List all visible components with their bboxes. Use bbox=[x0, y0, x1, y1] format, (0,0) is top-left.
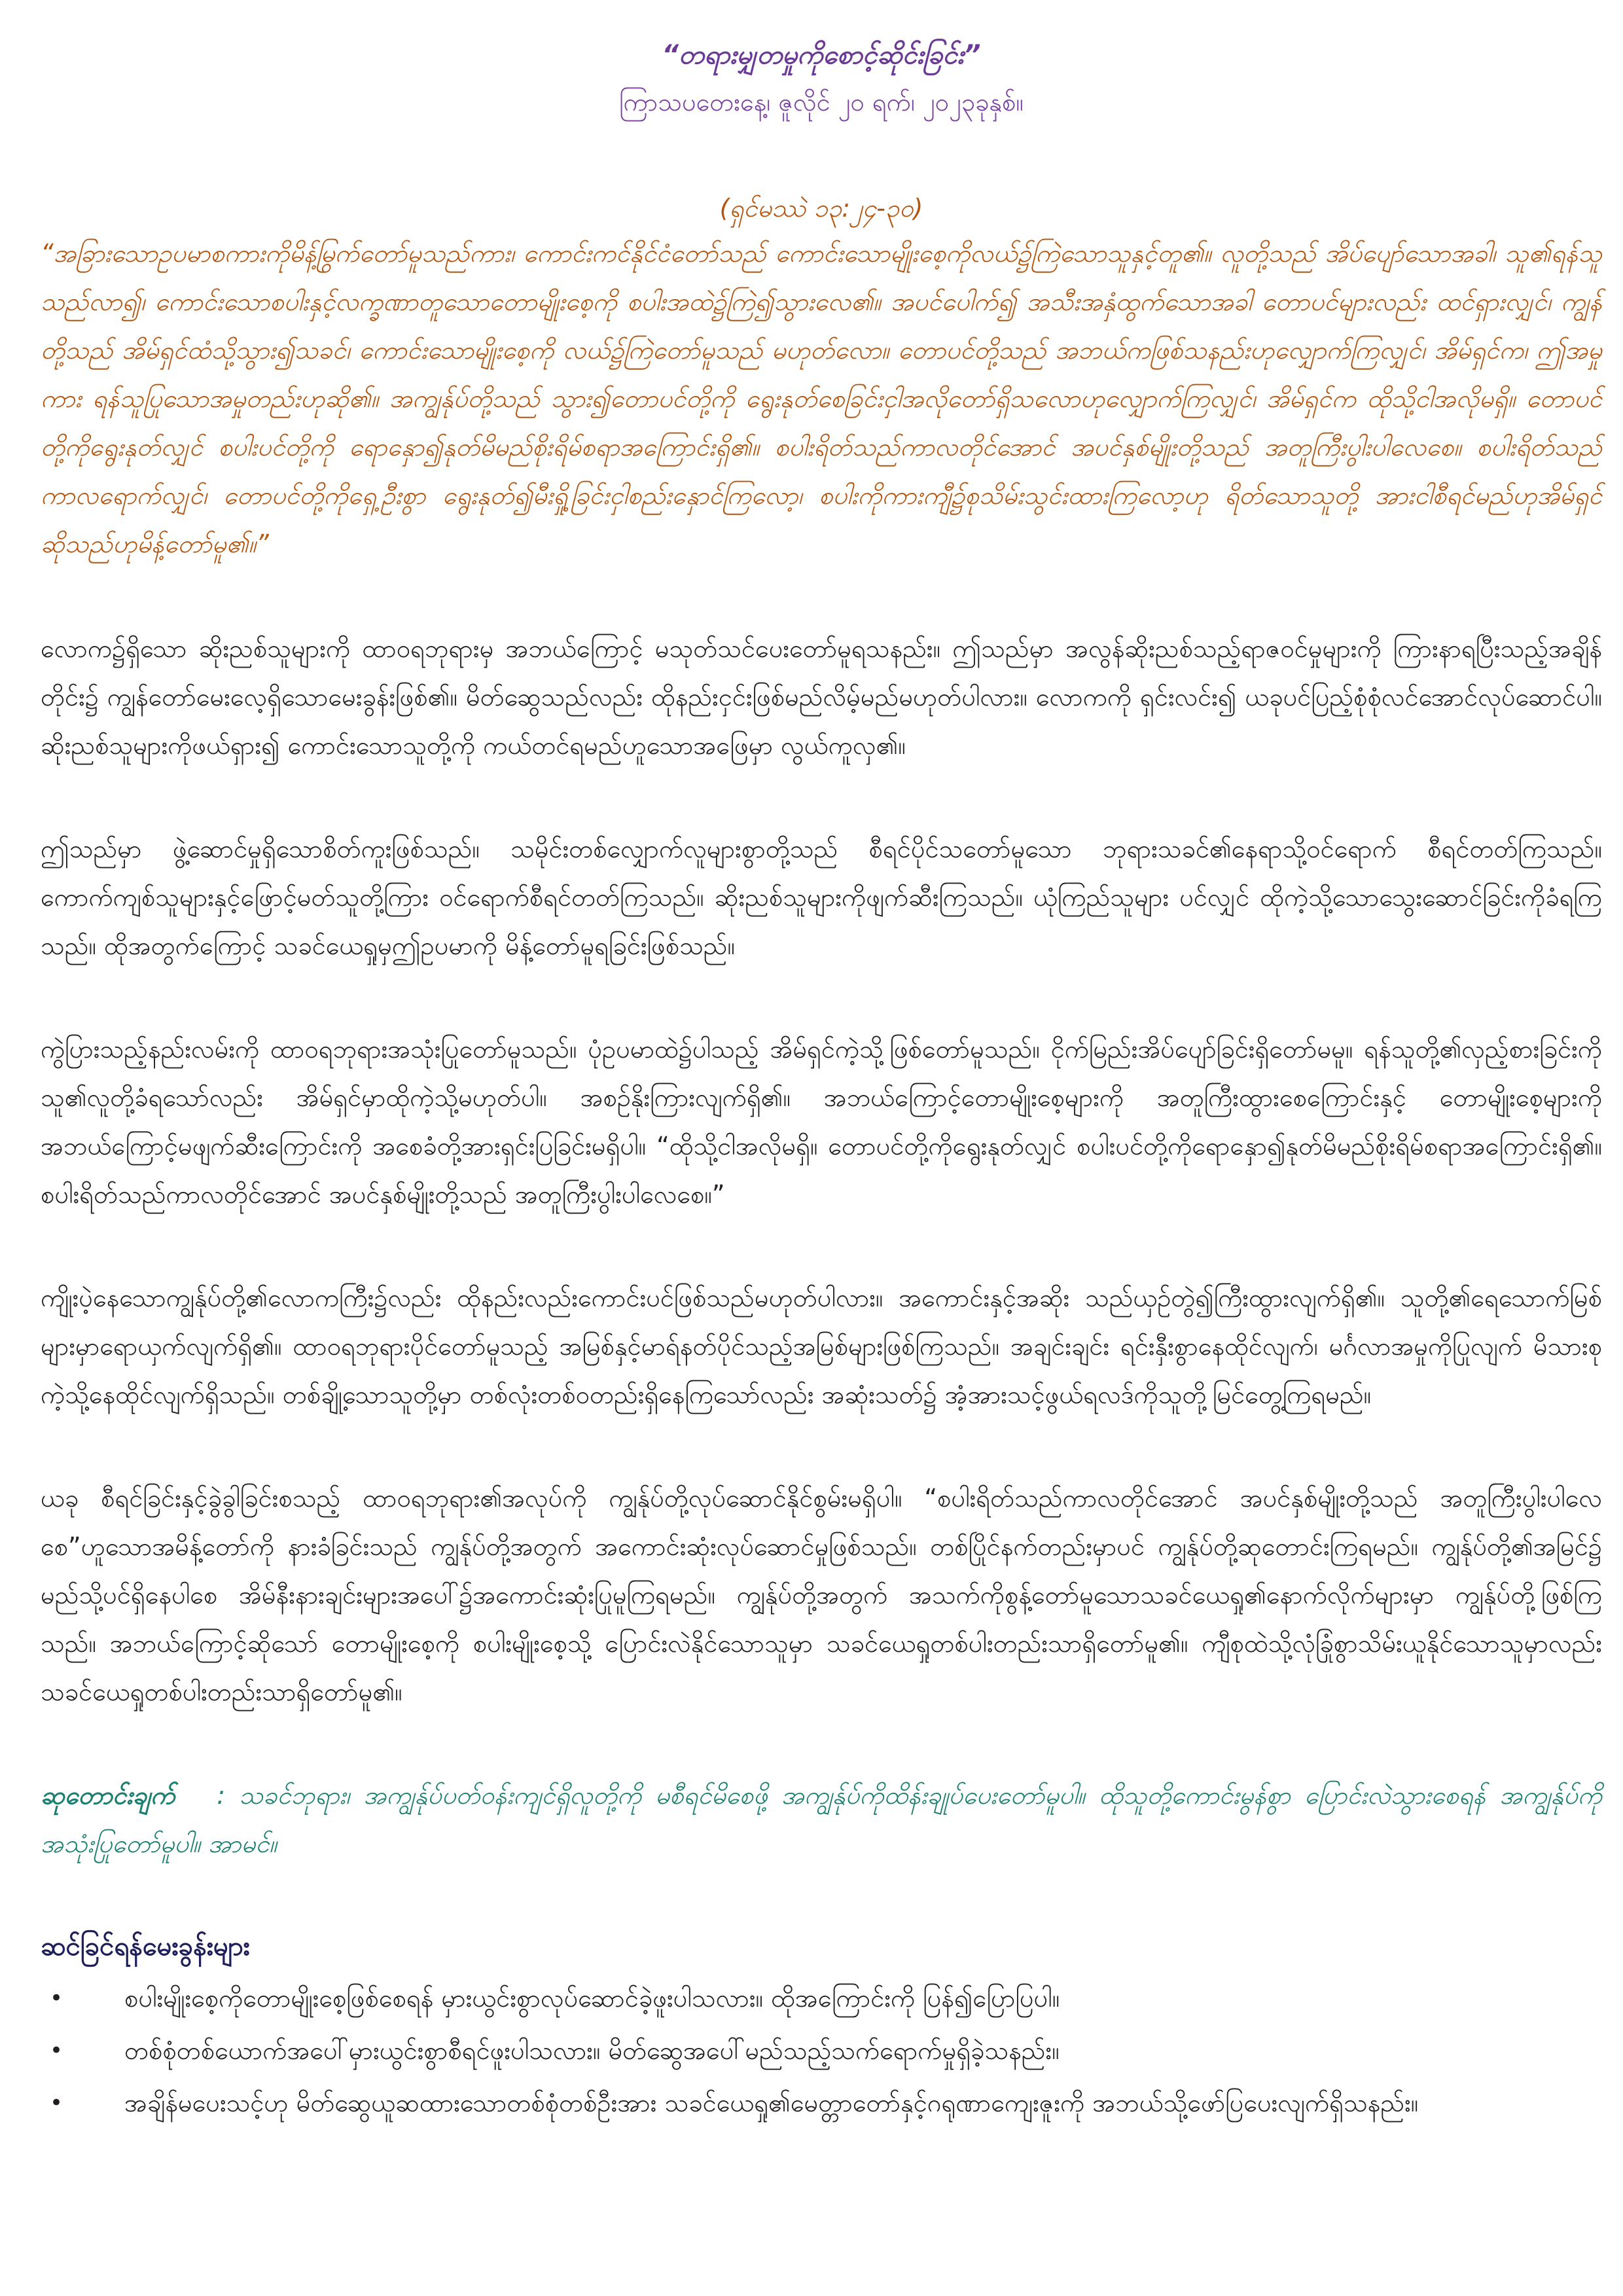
page-title: “တရားမျှတမှုကိုစောင့်ဆိုင်းခြင်း” bbox=[662, 40, 981, 70]
body-paragraph-4: ကျိုးပဲ့နေသောကျွန်ုပ်တို့၏လောကကြီး၌လည်း ထိုနည်းလည်းကောင်းပင်ဖြစ်သည်မဟုတ်ပါလား။ အကောင်းနှင့်အဆိုး သည်ယှဉ်တွဲ၍ကြီးထွားလျက်ရှိ၏။ သူတို့၏ရေသောက်မြစ်များမှာရောယှက်လျက်ရှိ၏။ ထာဝရဘုရားပိုင်တော်မူသည့် အမြစ်နှင့်မာရ်နတ်ပိုင်သည့်အမြစ်များဖြစ်ကြသည်။ အချင်းချင်း ရင်းနှီးစွာနေထိုင်လျက်၊ မင်္ဂလာအမှုကိုပြုလျက် မိသားစုကဲ့သို့နေထိုင်လျက်ရှိသည်။ တစ်ချို့သောသူတို့မှာ တစ်လုံးတစ်ဝတည်းရှိနေကြသော်လည်း အဆုံးသတ်၌ အံ့အားသင့်ဖွယ်ရလဒ်ကိုသူတို့မြင်တွေ့ကြရမည်။ bbox=[41, 1283, 1602, 1409]
bullet-icon: • bbox=[50, 1985, 63, 2011]
question-text: အချိန်မပေးသင့်ဟု မိတ်ဆွေယူဆထားသောတစ်စုံတစ်ဦးအား သခင်ယေရှု၏မေတ္တာတော်နှင့်ဂရုဏာကျေးဇူးကို အဘယ်သို့ဖော်ပြပေးလျက်ရှိသနည်း။ bbox=[124, 2089, 1419, 2117]
prayer-section bbox=[41, 1771, 1602, 1868]
list-item bbox=[41, 2079, 1602, 2127]
body-paragraph-1: လောက၌ရှိသော ဆိုးညစ်သူများကို ထာဝရဘုရားမှ အဘယ်ကြောင့် မသုတ်သင်ပေးတော်မူရသနည်း။ ဤသည်မှာ အလွန်ဆိုးညစ်သည့်ရာဇဝင်မှုများကို ကြားနာရပြီးသည့်အချိန်တိုင်း၌ ကျွန်တော်မေးလေ့ရှိသောမေးခွန်းဖြစ်၏။ မိတ်ဆွေသည်လည်း ထိုနည်းငှင်းဖြစ်မည်လိမ့်မည်မဟုတ်ပါလား။ လောကကို ရှင်းလင်း၍ ယခုပင်ပြည့်စုံစုံလင်အောင်လုပ်ဆောင်ပါ။ ဆိုးညစ်သူများကိုဖယ်ရှား၍ ကောင်းသောသူတို့ကို ကယ်တင်ရမည်ဟူသောအဖြေမှာ လွယ်ကူလှ၏။ bbox=[41, 634, 1602, 760]
prayer-label: ဆုတောင်းချက် bbox=[41, 1781, 175, 1810]
question-text: တစ်စုံတစ်ယောက်အပေါ်မှားယွင်းစွာစီရင်ဖူးပါသလား။ မိတ်ဆွေအပေါ်မည်သည့်သက်ရောက်မှုရှိခဲ့သနည်း။ bbox=[124, 2036, 1060, 2065]
date-line: ကြာသပတေးနေ့၊ ဇူလိုင် ၂၀ ရက်၊ ၂၀၂၃ခုနှစ်။ bbox=[619, 88, 1024, 117]
prayer-text: : သခင်ဘုရား၊ အကျွန်ုပ်ပတ်ဝန်းကျင်ရှိလူတို့ကို မစီရင်မိစေဖို့ အကျွန်ုပ်ကိုထိန်းချုပ်ပေးတော်မူပါ။ ထိုသူတို့ကောင်းမွန်စွာ ပြောင်းလဲသွားစေရန် အကျွန်ုပ်ကိုအသုံးပြုတော်မူပါ။ အာမင်။ bbox=[41, 1781, 1602, 1858]
scripture-text: “အခြားသောဥပမာစကားကိုမိန့်မြွက်တော်မူသည်ကား၊ ကောင်းကင်နိုင်ငံတော်သည် ကောင်းသောမျိုးစေ့ကိုလယ်၌ကြဲသောသူနှင့်တူ၏။ လူတို့သည် အိပ်ပျော်သောအခါ၊ သူ၏ရန်သူသည်လာ၍၊ ကောင်းသောစပါးနှင့်လက္ခဏာတူသောတောမျိုးစေ့ကို စပါးအထဲ၌ကြဲ၍သွားလေ၏။ အပင်ပေါက်၍ အသီးအနှံထွက်သောအခါ တောပင်များလည်း ထင်ရှားလျှင်၊ ကျွန်တို့သည် အိမ်ရှင်ထံသို့သွား၍သခင်၊ ကောင်းသောမျိုးစေ့ကို လယ်၌ကြဲတော်မူသည် မဟုတ်လော။ တောပင်တို့သည် အဘယ်ကဖြစ်သနည်းဟုလျှောက်ကြလျှင်၊ အိမ်ရှင်က၊ ဤအမှုကား ရန်သူပြုသောအမှုတည်းဟုဆို၏။ အကျွန်ုပ်တို့သည် သွား၍တောပင်တို့ကို ရွေးနုတ်စေခြင်းငှါအလိုတော်ရှိသလောဟုလျှောက်ကြလျှင်၊ အိမ်ရှင်က ထိုသို့ငါအလိုမရှိ။ တောပင်တို့ကိုရွေးနုတ်လျှင် စပါးပင်တို့ကို ရောနှော၍နုတ်မိမည်စိုးရိမ်စရာအကြောင်းရှိ၏။ စပါးရိတ်သည်ကာလတိုင်အောင် အပင်နှစ်မျိုးတို့သည် အတူကြီးပွါးပါလေစေ။ စပါးရိတ်သည် ကာလရောက်လျှင်၊ တောပင်တို့ကိုရှေ့ဦးစွာ ရွေးနုတ်၍မီးရှို့ခြင်းငှါစည်းနှောင်ကြလော့၊ စပါးကိုကားကျီ၌စုသိမ်းသွင်းထားကြလော့ဟု ရိတ်သောသူတို့ အားငါစီရင်မည်ဟုအိမ်ရှင်ဆိုသည်ဟုမိန့်တော်မူ၏။” bbox=[41, 239, 1602, 558]
body-paragraph-3: ကွဲပြားသည့်နည်းလမ်းကို ထာဝရဘုရားအသုံးပြုတော်မူသည်။ ပုံဥပမာထဲ၌ပါသည့် အိမ်ရှင်ကဲ့သို့ဖြစ်တော်မူသည်။ ငိုက်မြည်းအိပ်ပျော်ခြင်းရှိတော်မမူ။ ရန်သူတို့၏လှည့်စားခြင်းကို သူ၏လူတို့ခံရသော်လည်း အိမ်ရှင်မှာထိုကဲ့သို့မဟုတ်ပါ။ အစဉ်နိုးကြားလျက်ရှိ၏။ အဘယ်ကြောင့်တောမျိုးစေ့များကို အတူကြီးထွားစေကြောင်းနှင့် တောမျိုးစေ့များကို အဘယ်ကြောင့်မဖျက်ဆီးကြောင်းကို အစေခံတို့အားရှင်းပြခြင်းမရှိပါ။ “ထိုသို့ငါအလိုမရှိ။ တောပင်တို့ကိုရွေးနုတ်လျှင် စပါးပင်တို့ကိုရောနှော၍နုတ်မိမည်စိုးရိမ်စရာအကြောင်းရှိ၏။ စပါးရိတ်သည်ကာလတိုင်အောင် အပင်နှစ်မျိုးတို့သည် အတူကြီးပွါးပါလေစေ။” bbox=[41, 1035, 1602, 1209]
bullet-icon: • bbox=[50, 2037, 63, 2064]
list-item bbox=[41, 2026, 1602, 2075]
bullet-icon: • bbox=[50, 2090, 63, 2116]
body-paragraph-2: ဤသည်မှာ ဖွဲ့ဆောင်မှုရှိသောစိတ်ကူးဖြစ်သည်။ သမိုင်းတစ်လျှောက်လူများစွာတို့သည် စီရင်ပိုင်သတော်မူသော ဘုရားသခင်၏နေရာသို့ဝင်ရောက် စီရင်တတ်ကြသည်။ ကောက်ကျစ်သူများနှင့်ဖြောင့်မတ်သူတို့ကြား ဝင်ရောက်စီရင်တတ်ကြသည်။ ဆိုးညစ်သူများကိုဖျက်ဆီးကြသည်။ ယုံကြည်သူများ ပင်လျှင် ထိုကဲ့သို့သောသွေးဆောင်ခြင်းကိုခံရကြသည်။ ထိုအတွက်ကြောင့် သခင်ယေရှုမှဤဥပမာကို မိန့်တော်မူရခြင်းဖြစ်သည်။ bbox=[41, 834, 1602, 960]
question-text: စပါးမျိုးစေ့ကိုတောမျိုးစေ့ဖြစ်စေရန် မှားယွင်းစွာလုပ်ဆောင်ခဲ့ဖူးပါသလား။ ထိုအကြောင်းကို ပြန်၍ပြောပြပါ။ bbox=[124, 1984, 1060, 2013]
scripture-reference: (ရှင်မဿဲ ၁၃:၂၄-၃၀) bbox=[719, 194, 923, 223]
list-item bbox=[41, 1974, 1602, 2022]
questions-title: ဆင်ခြင်ရန်မေးခွန်းများ bbox=[41, 1931, 250, 1962]
devotional-page bbox=[41, 31, 1602, 2131]
questions-list bbox=[41, 1974, 1602, 2127]
body-paragraph-5: ယခု စီရင်ခြင်းနှင့်ခွဲခွါခြင်းစသည့် ထာဝရဘုရား၏အလုပ်ကို ကျွန်ုပ်တို့လုပ်ဆောင်နိုင်စွမ်းမရှိပါ။ “စပါးရိတ်သည်ကာလတိုင်အောင် အပင်နှစ်မျိုးတို့သည် အတူကြီးပွါးပါလေစေ”ဟူသောအမိန့်တော်ကို နားခံခြင်းသည် ကျွန်ုပ်တို့အတွက် အကောင်းဆုံးလုပ်ဆောင်မှုဖြစ်သည်။ တစ်ပြိုင်နက်တည်းမှာပင် ကျွန်ုပ်တို့ဆုတောင်းကြရမည်။ ကျွန်ုပ်တို့၏အမြင်၌ မည်သို့ပင်ရှိနေပါစေ အိမ်နီးနားချင်းများအပေါ်၌အကောင်းဆုံးပြုမူကြရမည်။ ကျွန်ုပ်တို့အတွက် အသက်ကိုစွန့်တော်မူသောသခင်ယေရှု၏နောက်လိုက်များမှာ ကျွန်ုပ်တို့ဖြစ်ကြသည်။ အဘယ်ကြောင့်ဆိုသော် တောမျိုးစေ့ကို စပါးမျိုးစေ့သို့ ပြောင်းလဲနိုင်သောသူမှာ သခင်ယေရှုတစ်ပါးတည်းသာရှိတော်မူ၏။ ကျီစုထဲသို့လုံခြုံစွာသိမ်းယူနိုင်သောသူမှာလည်း သခင်ယေရှုတစ်ပါးတည်းသာရှိတော်မူ၏။ bbox=[41, 1484, 1602, 1706]
